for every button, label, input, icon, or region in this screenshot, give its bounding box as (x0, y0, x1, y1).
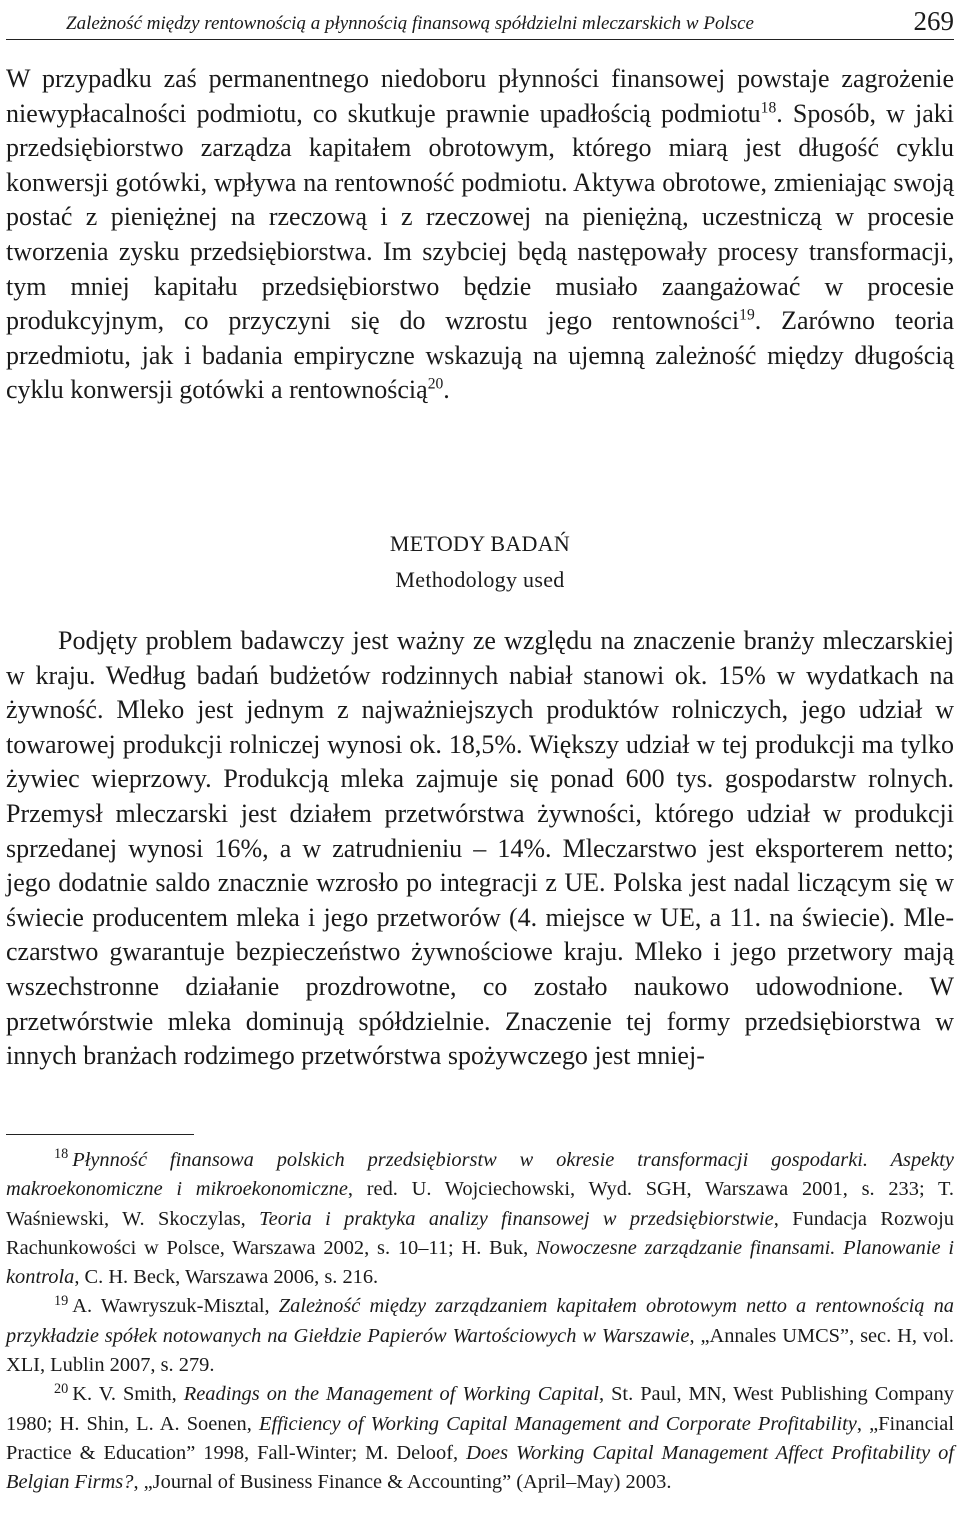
footnote-text: Efficiency of Working Capital Management and Corporate Profitability (259, 1412, 857, 1435)
footnote-text: Płynność finansowa polskich przedsiębiorstw w okresie transformacji gospodarki. Aspekty makroekonomiczne i mikroekonomiczne (6, 1149, 954, 1201)
paragraph-1-text-a: W przypadku zaś permanentnego niedoboru płynności finansowej powstaje zagrożenie niewypłacalności podmiotu, co skutkuje prawnie upadłością podmiotu (6, 64, 954, 128)
footnote-text: , „Journal of Business Finance & Accounting” (April–May) 2003. (133, 1471, 672, 1494)
footnote-ref-19[interactable]: 19 (739, 306, 755, 324)
footnote-text: , red. U. Wojciechowski, Wyd. SGH, Warszawa 2001, s. 233; T. Waśniewski, W. Skoczylas, (6, 1178, 955, 1230)
footnote-19 (6, 1292, 954, 1380)
paragraph-1 (6, 62, 954, 408)
page-header (6, 0, 954, 40)
footnote-number: 18 (54, 1146, 69, 1163)
section-heading (6, 526, 954, 598)
footnote-text: Teoria i praktyka analizy finansowej w przedsiębiorstwie (259, 1207, 774, 1230)
footnote-text: Readings on the Management of Working Capital (183, 1383, 599, 1406)
paragraph-2: Podjęty problem badawczy jest ważny ze względu na znaczenie branży mleczarskiej w kraju. Według badań budżetów rodzinnych nabiał stanowi ok. 15% w wydatkach na żywność. Mleko jest jednym z najważniejszych produktów rolniczych, jego udział w towarowej produkcji rolniczej wynosi ok. 18,5%. Większy udział w tej produkcji ma tylko żywiec wieprzowy. Produkcją mleka zajmuje się ponad 600 tys. gospodarstw rolnych. Przemysł mleczarski jest działem przetwórstwa żywności, którego udział w produkcji sprzedanej wynosi 16%, a w zatrudnieniu – 14%. Mleczarstwo jest eksporterem netto; jego dodatnie saldo znacznie wzrosło po integracji z UE. Polska jest nadal liczącym się w świecie producentem mleka i jego przetworów (4. miejsce w UE, a 11. na świecie). Mleczarstwo gwarantuje bezpieczeństwo żywnościowe kraju. Mleko i jego przetwory mają wszechstronne działanie prozdrowotne, co zostało naukowo udowodnione. W przetwórstwie mleka dominują spółdzielnie. Znaczenie tej formy przedsiębiorstwa w innych branżach rodzimego przetwórstwa spożywczego jest mniej- (6, 626, 954, 1071)
footnote-text: , „Financial Practice & Education” 1998, Fall-Winter; M. Deloof, (6, 1412, 954, 1464)
section-subtitle: Methodology used (395, 567, 565, 592)
footnote-text: , St. Paul, MN, West Publishing Company 1980; H. Shin, L. A. Soenen, (6, 1383, 955, 1435)
footnote-18 (6, 1146, 954, 1292)
footnote-ref-20[interactable]: 20 (427, 375, 444, 393)
paragraph-1-text-c: . Zarówno teoria przedmiotu, jak i badania empiryczne wskazują na ujemną zależność między długością cyklu konwersji gotówki a rentownością (6, 306, 955, 405)
running-title: Zależność między rentownością a płynnością finansową spółdzielni mleczarskich w Polsce (66, 13, 754, 34)
paragraph-1-text-d: . (443, 375, 450, 405)
footnote-text: A. Wawryszuk-Misztal, (72, 1295, 279, 1318)
footnote-text: , Fundacja Rozwoju Rachunkowości w Polsce, Warszawa 2002, s. 10–11; H. Buk, (6, 1207, 954, 1259)
footnote-text: , C. H. Beck, Warszawa 2006, s. 216. (74, 1266, 379, 1289)
footnote-number: 20 (54, 1380, 69, 1397)
paragraph-1-text-b: . Sposób, w jaki przedsiębiorstwo zarządza kapitałem obrotowym, którego miarą jest długość cyklu konwersji gotówki, wpływa na rentowność podmiotu. Aktywa obrotowe, zmieniając swoją postać z pieniężnej na rzeczową i z rzeczowej na pieniężną, uczestniczą w procesie tworzenia zysku przedsiębiorstwa. Im szybciej będą następowały procesy transformacji, tym mniej kapitału przedsiębiorstwo będzie musiało zaangażować w procesie produkcyjnym, co przyczyni się do wzrostu jego rentowności (6, 98, 954, 336)
footnote-text: Zależność między zarządzaniem kapitałem obrotowym netto a rentownością na przykładzie spółek notowanych na Giełdzie Papierów Wartościowych w Warszawie (6, 1295, 955, 1347)
footnotes (6, 1146, 954, 1498)
page-number: 269 (913, 6, 954, 36)
footnote-divider (6, 1134, 194, 1135)
footnote-text: Does Working Capital Management Affect Profitability of Belgian Firms? (6, 1441, 954, 1494)
footnote-text: K. V. Smith, (72, 1383, 184, 1406)
footnote-ref-18[interactable]: 18 (760, 98, 777, 116)
footnote-20 (6, 1380, 954, 1497)
footnote-text: , „Annales UMCS”, sec. H, vol. XLI, Lublin 2007, s. 279. (6, 1324, 954, 1377)
footnote-text: Nowoczesne zarządzanie finansami. Planowanie i kontrola (6, 1236, 955, 1289)
footnote-number: 19 (54, 1292, 69, 1309)
section-title: METODY BADAŃ (389, 531, 571, 556)
